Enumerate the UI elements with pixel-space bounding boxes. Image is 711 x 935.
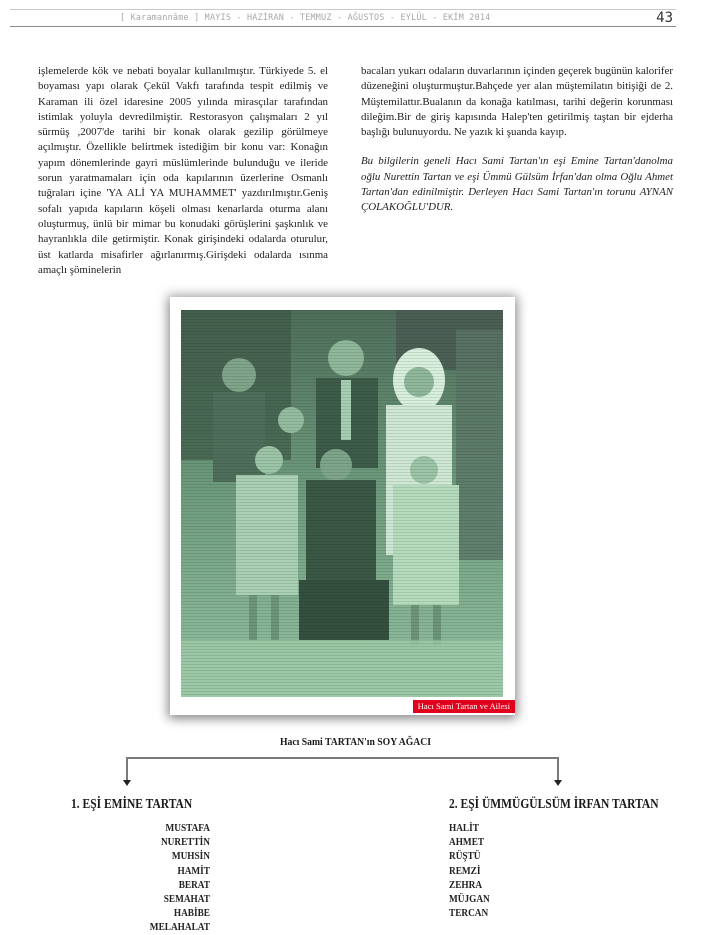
article-right-column [361, 64, 673, 216]
page-number: 43 [656, 10, 673, 26]
article-paragraph-right: bacaları yukarı odaların duvarlarının içinden geçerek bugünün kalorifer düzeneğini oluşturmuştur.Bahçede yer alan müştemilatın bitişiği de 2. Müştemilattır.Bualanın da konağa katılması, tarihi değerin korunması dileğim.Bir de giriş kapısında Halep'ten getirilmiş taştan bir ejderha başlığı bulunuyordu. Ne yazık ki şuanda kayıp. [361, 65, 673, 139]
tree-horizontal-line [126, 757, 559, 759]
family-photo [181, 310, 503, 697]
child-name: SEMAHAT [163, 893, 210, 906]
child-name: MUSTAFA [165, 822, 210, 834]
arrow-down-icon [123, 780, 131, 786]
child-name: TERCAN [449, 907, 489, 920]
child-name: HALİT [449, 822, 479, 834]
branch-title-second-wife: 2. EŞİ ÜMMÜGÜLSÜM İRFAN TARTAN [449, 796, 659, 811]
child-name: MELAHALAT [149, 921, 210, 934]
source-note: Bu bilgilerin geneli Hacı Sami Tartan'ın eşi Emine Tartan'danolma oğlu Nurettin Tartan ve eşi Ümmü Gülsüm İrfan'dan olma Oğlu Ahmet Tartan'dan edinilmiştir. Derleyen Hacı Sami Tartan'ın torunu AYNAN ÇOLAKOĞLU'DUR. [361, 155, 673, 214]
arrow-down-icon [554, 780, 562, 786]
child-name: MÜJGAN [449, 893, 490, 906]
family-photo-image [181, 310, 503, 697]
child-name: HABİBE [173, 907, 210, 920]
photo-frame [170, 297, 515, 715]
child-name: ZEHRA [449, 878, 483, 891]
child-name: MUHSİN [171, 850, 210, 863]
child-name: NURETTİN [160, 836, 210, 849]
header-rule-bottom [10, 26, 676, 27]
photo-caption: Hacı Sami Tartan ve Ailesi [413, 700, 515, 713]
branch-title-first-wife: 1. EŞİ EMİNE TARTAN [71, 796, 193, 811]
article-paragraph-left: işlemelerde kök ve nebati boyalar kullanılmıştır. Türkiyede 5. el boyaması yapı olarak Çekül Vakfı tarafında tespit edilmiş ve Karaman ili özel idaresine 2005 yılında mirasçılar tarafından istimlak yoluyla devredilmiştir. Restorasyon çalışmaları 2 yıl sürmüş ,2007'de tarihi bir konak olarak gezilip görülmeye açılmıştır. Özellikle belirtmek istediğim bir konu var: Konağın yapım dönemlerinde gayri müslümlerinde bulunduğu ve ileride sorun yaratmamaları için oda kapılarının üzerlerine Osmanlı tuğraları içine 'YA ALİ YA MUHAMMET' yazdırılmıştır.Geniş sofalı yapıda kapıların köşeli olması kenarlarda oturma alanı oluşturmuş, ünlü bir mimar bu konudaki görüşlerini şaşkınlık ve hayranlıkla dile getirmiştir. Konak girişindeki odalarda oturulur, üst katlarda misafirler ağırlanırmış.Girişdeki odalarda ısınma amaçlı şöminelerin [38, 65, 328, 276]
child-name: HAMİT [177, 864, 210, 877]
child-name: AHMET [449, 836, 485, 849]
tree-right-connector [557, 757, 559, 781]
children-list-second-wife [449, 821, 552, 920]
running-title: [ Karamannâme ] MAYIS - HAZİRAN - TEMMUZ - AĞUSTOS - EYLÜL - EKİM 2014 [120, 12, 491, 22]
child-name: REMZİ [449, 864, 481, 877]
child-name: BERAT [178, 878, 210, 891]
family-tree-title: Hacı Sami TARTAN'ın SOY AĞACI [279, 736, 431, 748]
children-list-first-wife [124, 821, 210, 935]
header-rule-top [10, 9, 676, 10]
child-name: RÜŞTÜ [449, 850, 481, 863]
tree-left-connector [126, 757, 128, 781]
article-left-column [38, 64, 328, 278]
